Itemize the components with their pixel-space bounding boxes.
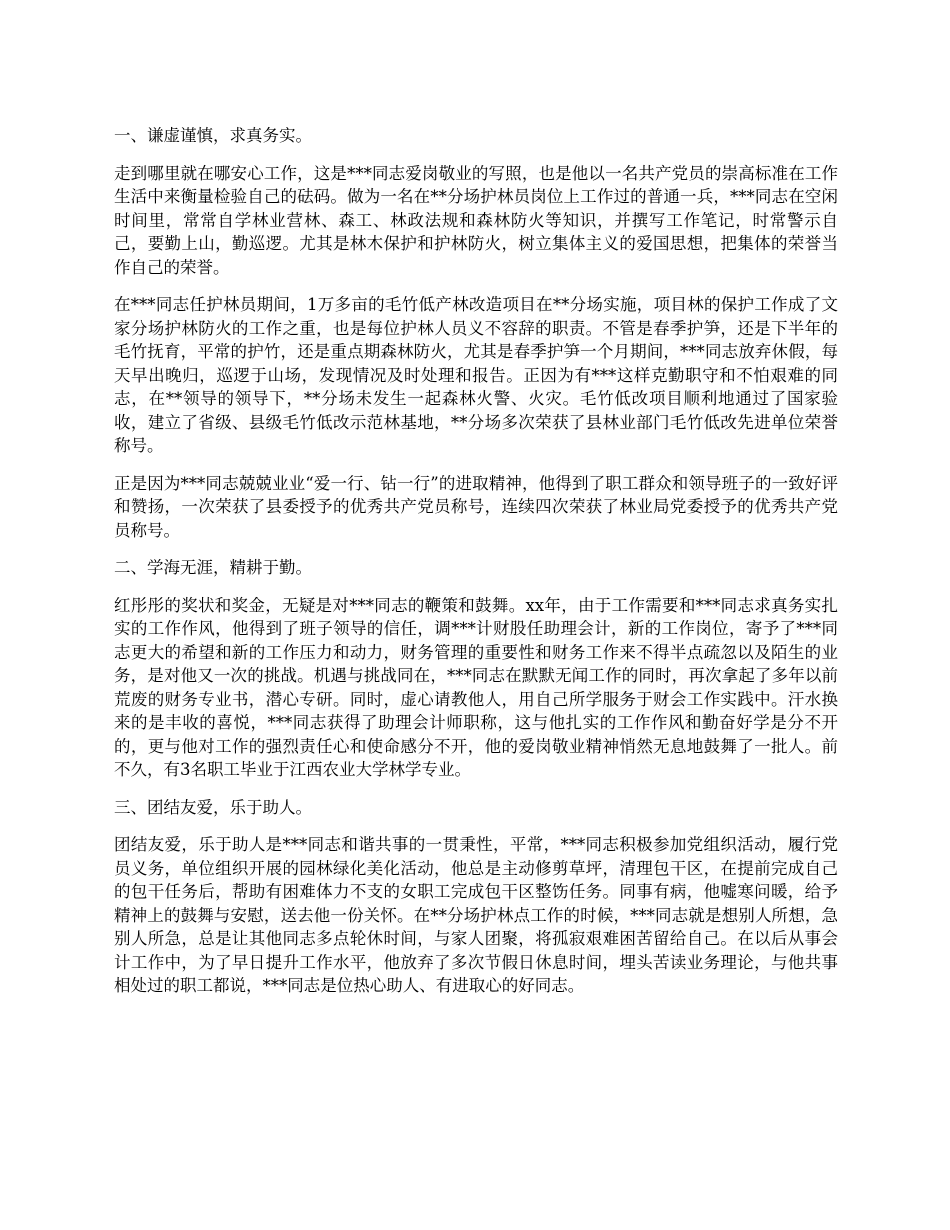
- section-heading: 二、学海无涯，精耕于勤。: [114, 558, 312, 577]
- body-paragraph: 正是因为***同志兢兢业业“爱一行、钻一行”的进取精神，他得到了职工群众和领导班子的一致好评和赞扬，一次荣获了县委授予的优秀共产党员称号，连续四次荣获了林业局党委授予的优秀共产党员称号。: [114, 473, 838, 540]
- body-paragraph: 在***同志任护林员期间，1万多亩的毛竹低产林改造项目在**分场实施，项目林的保护工作成了文家分场护林防火的工作之重，也是每位护林人员义不容辞的职责。不管是春季护笋，还是下半年的毛竹抚育，平常的护竹，还是重点期森林防火，尤其是春季护笋一个月期间，***同志放弃休假，每天早出晚归，巡逻于山场，发现情况及时处理和报告。正因为有***这样克勤职守和不怕艰难的同志，在**领导的领导下，**分场未发生一起森林火警、火灾。毛竹低改项目顺利地通过了国家验收，建立了省级、县级毛竹低改示范林基地，**分场多次荣获了县林业部门毛竹低改先进单位荣誉称号。: [114, 295, 838, 455]
- body-paragraph: 走到哪里就在哪安心工作，这是***同志爱岗敬业的写照，也是他以一名共产党员的崇高标准在工作生活中来衡量检验自己的砝码。做为一名在**分场护林员岗位上工作过的普通一兵，***同志在空闲时间里，常常自学林业营林、森工、林政法规和森林防火等知识，并撰写工作笔记，时常警示自己，要勤上山，勤巡逻。尤其是林木保护和护林防火，树立集体主义的爱国思想，把集体的荣誉当作自己的荣誉。: [114, 163, 838, 277]
- document-body: [114, 124, 838, 1012]
- section-heading: 一、谦虚谨慎，求真务实。: [114, 126, 312, 145]
- section-heading: 三、团结友爱，乐于助人。: [114, 797, 312, 817]
- body-paragraph: 红彤彤的奖状和奖金，无疑是对***同志的鞭策和鼓舞。xx年，由于工作需要和***同志求真务实扎实的工作作风，他得到了班子领导的信任，调***计财股任助理会计，新的工作岗位，寄予了***同志更大的希望和新的工作压力和动力，财务管理的重要性和财务工作来不得半点疏忽以及陌生的业务，是对他又一次的挑战。机遇与挑战同在，***同志在默默无闻工作的同时，再次拿起了多年以前荒废的财务专业书，潜心专研。同时，虚心请教他人，用自己所学服务于财会工作实践中。汗水换来的是丰收的喜悦，***同志获得了助理会计师职称，这与他扎实的工作作风和勤奋好学是分不开的，更与他对工作的强烈责任心和使命感分不开，他的爱岗敬业精神悄然无息地鼓舞了一批人。前不久，有3名职工毕业于江西农业大学林学专业。: [114, 595, 838, 779]
- body-paragraph: 团结友爱，乐于助人是***同志和谐共事的一贯秉性，平常，***同志积极参加党组织活动，履行党员义务，单位组织开展的园林绿化美化活动，他总是主动修剪草坪，清理包干区，在提前完成自己的包干任务后，帮助有困难体力不支的女职工完成包干区整饬任务。同事有病，他嘘寒问暖，给予精神上的鼓舞与安慰，送去他一份关怀。在**分场护林点工作的时候，***同志就是想别人所想，急别人所急，总是让其他同志多点轮休时间，与家人团聚，将孤寂艰难困苦留给自己。在以后从事会计工作中，为了早日提升工作水平，他放弃了多次节假日休息时间，埋头苦读业务理论，与他共事相处过的职工都说，***同志是位热心助人、有进取心的好同志。: [114, 835, 838, 995]
